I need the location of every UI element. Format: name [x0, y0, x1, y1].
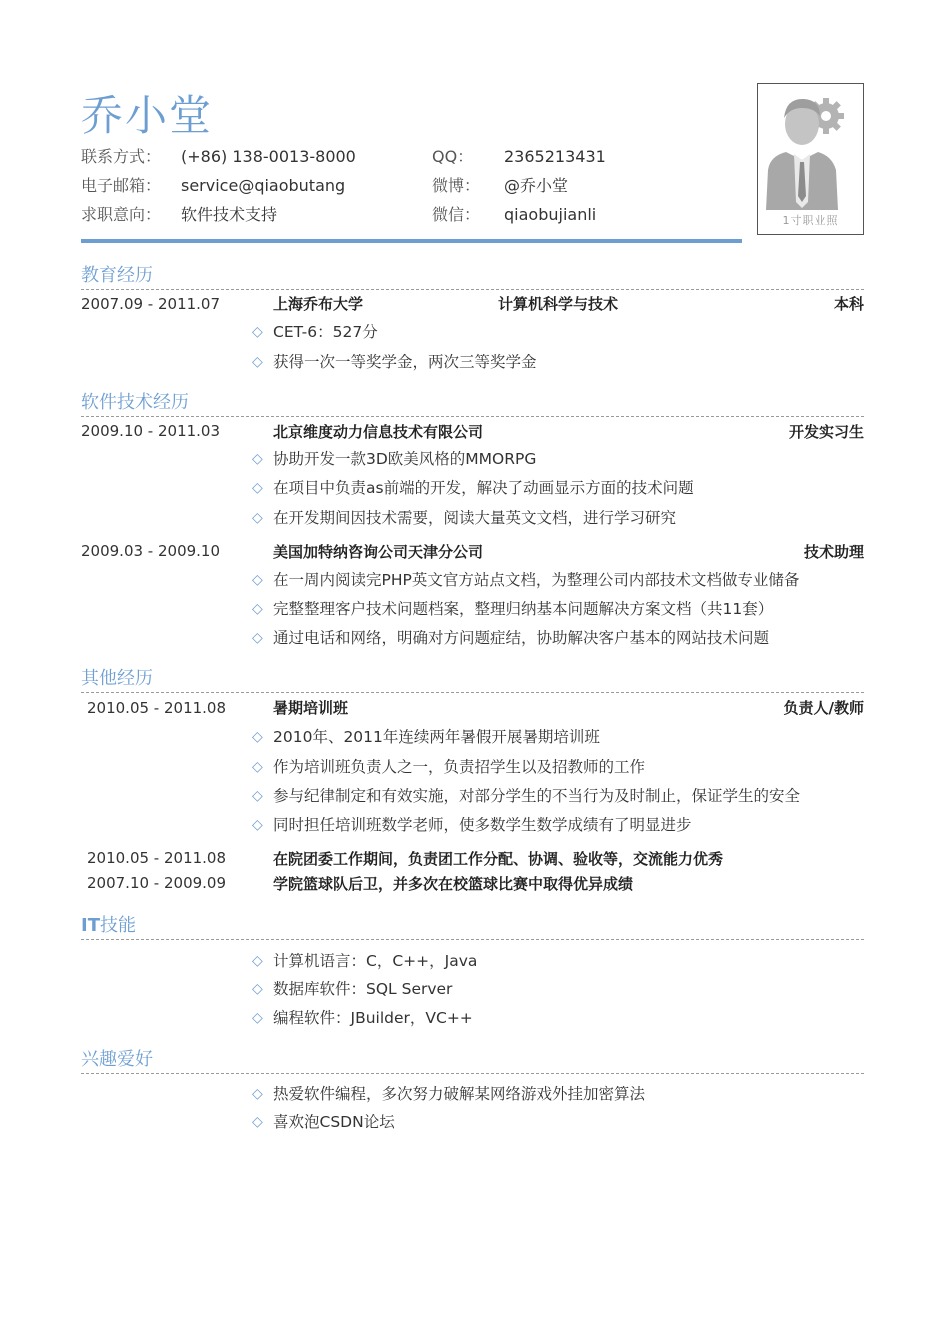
avatar-placeholder-icon: [758, 84, 863, 214]
extra-description: 学院篮球队后卫，并多次在校篮球比赛中取得优异成绩: [273, 875, 634, 893]
activity-name: 暑期培训班: [273, 699, 349, 717]
section-divider: [81, 416, 864, 417]
section-divider: [81, 692, 864, 693]
extra-date: 2010.05 - 2011.08: [87, 849, 227, 867]
list-item: ◇ 热爱软件编程，多次努力破解某网络游戏外挂加密算法: [252, 1085, 646, 1103]
header-divider-bar: [81, 239, 742, 243]
major-name: 计算机科学与技术: [498, 295, 619, 313]
list-item: ◇ 喜欢泡CSDN论坛: [252, 1113, 395, 1131]
diamond-icon: ◇: [252, 630, 263, 646]
education-date: 2007.09 - 2011.07: [81, 295, 221, 313]
list-item: ◇ 参与纪律制定和有效实施，对部分学生的不当行为及时制止，保证学生的安全: [252, 787, 801, 805]
photo-caption: 1寸职业照: [782, 214, 839, 227]
qq-label: QQ：: [432, 147, 474, 166]
weibo-value: @乔小堂: [504, 176, 569, 195]
list-item: ◇ 在项目中负责as前端的开发，解决了动画显示方面的技术问题: [252, 479, 694, 497]
list-item: ◇ 完整整理客户技术问题档案，整理归纳基本问题解决方案文档（共11套）: [252, 600, 774, 618]
diamond-icon: ◇: [252, 510, 263, 526]
job-intention-value: 软件技术支持: [181, 205, 278, 224]
company-name: 北京维度动力信息技术有限公司: [273, 423, 484, 441]
diamond-icon: ◇: [252, 817, 263, 833]
experience-date: 2009.10 - 2011.03: [81, 422, 221, 440]
diamond-icon: ◇: [252, 729, 263, 745]
diamond-icon: ◇: [252, 1010, 263, 1026]
list-item: ◇ 计算机语言：C，C++，Java: [252, 952, 478, 970]
section-title-hobbies: 兴趣爱好: [81, 1049, 153, 1070]
list-item: ◇ 协助开发一款3D欧美风格的MMORPG: [252, 450, 537, 468]
section-title-software-experience: 软件技术经历: [81, 392, 189, 413]
list-item: ◇ 获得一次一等奖学金，两次三等奖学金: [252, 353, 537, 371]
diamond-icon: ◇: [252, 354, 263, 370]
candidate-name: 乔小堂: [81, 91, 214, 140]
profile-photo: [757, 83, 864, 235]
section-title-other-experience: 其他经历: [81, 668, 153, 689]
section-title-education: 教育经历: [81, 265, 153, 286]
qq-value: 2365213431: [504, 147, 606, 166]
wechat-value: qiaobujianli: [504, 205, 597, 224]
diamond-icon: ◇: [252, 788, 263, 804]
contact-email-value: service@qiaobutang: [181, 176, 346, 195]
list-item: ◇ 通过电话和网络，明确对方问题症结，协助解决客户基本的网站技术问题: [252, 629, 770, 647]
contact-phone-value: (+86) 138-0013-8000: [181, 147, 356, 166]
diamond-icon: ◇: [252, 1114, 263, 1130]
list-item: ◇ 在开发期间因技术需要，阅读大量英文文档，进行学习研究: [252, 509, 677, 527]
section-divider: [81, 289, 864, 290]
diamond-icon: ◇: [252, 480, 263, 496]
extra-date: 2007.10 - 2009.09: [87, 874, 227, 892]
school-name: 上海乔布大学: [273, 295, 364, 313]
company-name: 美国加特纳咨询公司天津分公司: [273, 543, 484, 561]
job-title: 开发实习生: [788, 423, 864, 441]
experience-date: 2010.05 - 2011.08: [87, 699, 227, 717]
weibo-label: 微博：: [432, 176, 481, 195]
contact-email-label: 电子邮箱：: [81, 176, 162, 195]
list-item: ◇ 作为培训班负责人之一，负责招学生以及招教师的工作: [252, 758, 646, 776]
list-item: ◇ 数据库软件：SQL Server: [252, 980, 453, 998]
diamond-icon: ◇: [252, 759, 263, 775]
section-divider: [81, 1073, 864, 1074]
degree-name: 本科: [833, 295, 864, 313]
job-title: 技术助理: [803, 543, 864, 561]
diamond-icon: ◇: [252, 324, 263, 340]
section-title-it-skills: IT技能: [81, 915, 136, 936]
list-item: ◇ 编程软件：JBuilder，VC++: [252, 1009, 473, 1027]
list-item: ◇ CET-6：527分: [252, 323, 378, 341]
diamond-icon: ◇: [252, 953, 263, 969]
wechat-label: 微信：: [432, 205, 481, 224]
section-divider: [81, 939, 864, 940]
diamond-icon: ◇: [252, 451, 263, 467]
list-item: ◇ 在一周内阅读完PHP英文官方站点文档，为整理公司内部技术文档做专业储备: [252, 571, 800, 589]
extra-description: 在院团委工作期间，负责团工作分配、协调、验收等，交流能力优秀: [273, 850, 724, 868]
list-item: ◇ 同时担任培训班数学老师，使多数学生数学成绩有了明显进步: [252, 816, 692, 834]
diamond-icon: ◇: [252, 572, 263, 588]
diamond-icon: ◇: [252, 981, 263, 997]
diamond-icon: ◇: [252, 1086, 263, 1102]
list-item: ◇ 2010年、2011年连续两年暑假开展暑期培训班: [252, 728, 600, 746]
contact-phone-label: 联系方式：: [81, 147, 162, 166]
job-intention-label: 求职意向：: [81, 205, 162, 224]
diamond-icon: ◇: [252, 601, 263, 617]
experience-date: 2009.03 - 2009.10: [81, 542, 221, 560]
activity-role: 负责人/教师: [783, 699, 864, 717]
